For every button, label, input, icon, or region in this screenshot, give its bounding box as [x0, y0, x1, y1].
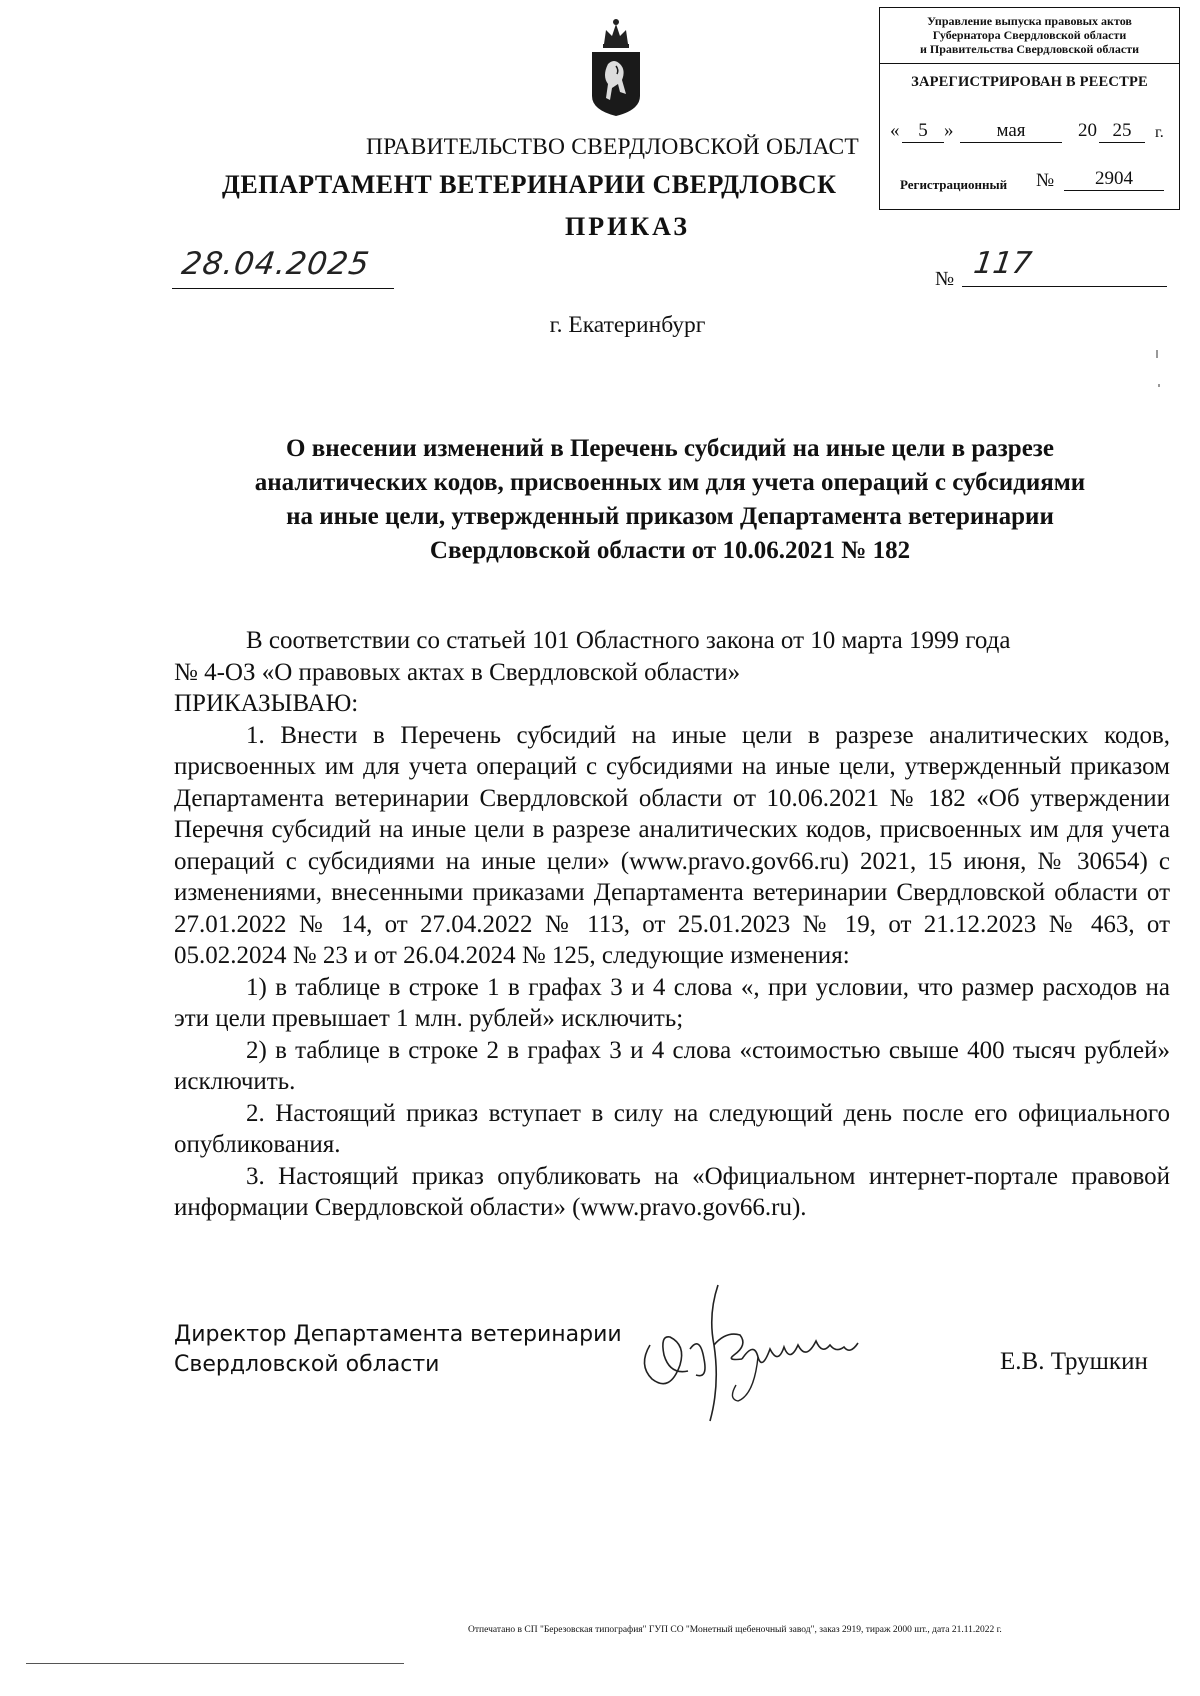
scan-artifact — [1158, 384, 1160, 387]
stamp-reg-label: Регистрационный — [900, 177, 1008, 192]
stamp-year-suffix: 25 — [1099, 120, 1145, 143]
stamp-day: 5 — [902, 120, 944, 143]
order-date-field — [172, 246, 394, 289]
order-word: ПРИКАЗЫВАЮ: — [174, 690, 359, 717]
stamp-year-prefix: 20 — [1078, 120, 1097, 141]
order-title: ПРИКАЗ — [564, 212, 691, 241]
stamp-registered-label: ЗАРЕГИСТРИРОВАН В РЕЕСТРЕ — [911, 74, 1148, 90]
item-2: 2. Настоящий приказ вступает в силу на следующий день после его официального опубликования. — [174, 1099, 1170, 1158]
item-3: 3. Настоящий приказ опубликовать на «Официальном интернет-портале правовой информации Свердловской области» (www.pravo.gov66.ru). — [174, 1162, 1170, 1221]
item-1-2: 2) в таблице в строке 2 в графах 3 и 4 слова «стоимостью свыше 400 тысяч рублей» исключить. — [174, 1036, 1170, 1095]
subject-line: Свердловской области от 10.06.2021 № 182 — [429, 537, 911, 564]
order-date-handwritten: 28.04.2025 — [179, 246, 373, 282]
subject-line: на иные цели, утвержденный приказом Департамента ветеринарии — [286, 503, 1054, 530]
city-line: г. Екатеринбург — [549, 312, 706, 338]
stamp-quote-close: » — [944, 120, 954, 141]
stamp-quote-open: « — [890, 120, 900, 141]
bottom-divider — [26, 1663, 404, 1664]
signatory-title-line: Директор Департамента ветеринарии — [174, 1322, 622, 1347]
printer-note: Отпечатано в СП "Березовская типография" ГУП СО "Монетный щебеночный завод", заказ 2919, тираж 2000 шт., дата 21.11.2022 г. — [468, 1625, 1002, 1635]
government-title: ПРАВИТЕЛЬСТВО СВЕРДЛОВСКОЙ ОБЛАСТ — [366, 134, 859, 160]
subject-line: О внесении изменений в Перечень субсидий на иные цели в разрезе — [286, 435, 1054, 462]
coat-of-arms-icon — [586, 14, 646, 118]
department-title: ДЕПАРТАМЕНТ ВЕТЕРИНАРИИ СВЕРДЛОВСК — [222, 170, 837, 199]
signatory-name: Е.В. Трушкин — [1000, 1348, 1148, 1375]
stamp-reg-number: 2904 — [1064, 168, 1164, 191]
order-number-field — [962, 248, 1167, 287]
stamp-header-line: и Правительства Свердловской области — [920, 42, 1139, 56]
stamp-year-unit: г. — [1155, 124, 1164, 141]
stamp-header-line: Губернатора Свердловской области — [932, 28, 1127, 42]
order-body — [174, 625, 1170, 1224]
item-1: 1. Внести в Перечень субсидий на иные цели в разрезе аналитических кодов, присвоенных им для учета операций с субсидиями на иные цели, утвержденный приказом Департамента ветеринарии Свердловской области от 10.06.2021 № 182 «Об утверждении Перечня субсидий на иные цели в разрезе аналитических кодов, присвоенных им для учета операций с субсидиями на иные цели» (www.pravo.gov66.ru) 2021, 15 июня, № 30654) с изменениями, внесенными приказами Департамента ветеринарии Свердловской области от 27.01.2022 № 14, от 27.04.2022 № 113, от 25.01.2023 № 19, от 21.12.2023 № 463, от 05.02.2024 № 23 и от 26.04.2024 № 125, следующие изменения: — [174, 721, 1170, 969]
registry-stamp — [879, 7, 1180, 210]
stamp-header — [880, 8, 1179, 64]
handwritten-signature — [630, 1275, 890, 1425]
stamp-date-row — [880, 120, 1179, 146]
preamble-line: № 4-ОЗ «О правовых актах в Свердловской области» — [174, 658, 741, 686]
order-subject — [170, 432, 1170, 568]
item-1-1: 1) в таблице в строке 1 в графах 3 и 4 слова «, при условии, что размер расходов на эти цели превышает 1 млн. рублей» исключить; — [174, 973, 1170, 1032]
stamp-header-line: Управление выпуска правовых актов — [927, 14, 1132, 28]
stamp-number-row — [880, 168, 1179, 198]
preamble-line: В соответствии со статьей 101 Областного закона от 10 марта 1999 года — [246, 627, 1011, 654]
stamp-month: мая — [960, 120, 1062, 143]
stamp-num-sign: № — [1036, 170, 1055, 191]
order-number-sign: № — [935, 268, 955, 290]
scan-artifact — [1156, 350, 1158, 358]
signatory-title — [174, 1320, 622, 1380]
signatory-title-line: Свердловской области — [174, 1352, 440, 1377]
subject-line: аналитических кодов, присвоенных им для учета операций с субсидиями — [254, 469, 1086, 496]
order-number-handwritten: 117 — [971, 246, 1034, 281]
